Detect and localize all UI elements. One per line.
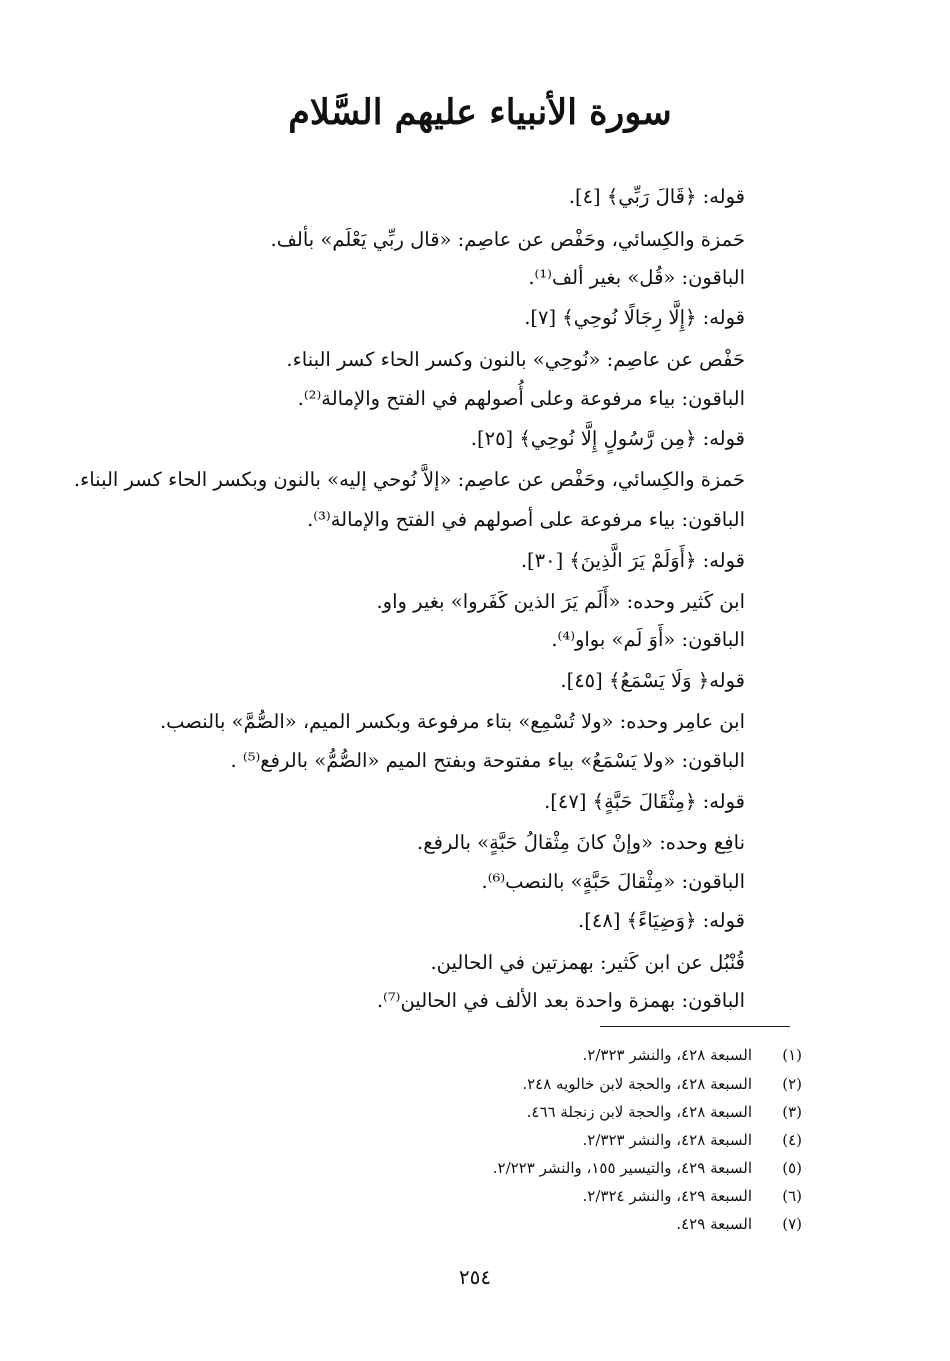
footnote-number: (٧): [782, 1215, 802, 1233]
text-line: قوله: ﴿إِلَّا رِجَالًا نُوحِي﴾ [٧].: [524, 306, 745, 329]
text-line: الباقون: «ولا يَسْمَعُ» بياء مفتوحة وبفتح الميم «الصُّمُّ» بالرفع⁽⁵⁾ .: [230, 749, 745, 772]
footnote: [527, 1099, 802, 1125]
footnote-text: السبعة ٤٢٨، والحجة لابن خالويه ٢٤٨.: [522, 1075, 752, 1093]
footnote: [493, 1155, 802, 1181]
footnote: [583, 1042, 802, 1068]
text-line: حَفْص عن عاصِم: «نُوحِي» بالنون وكسر الحاء كسر البناء.: [286, 348, 745, 371]
text-line: حَمزة والكِسائي، وحَفْص عن عاصِم: «قال ربِّي يَعْلَم» بألف.: [270, 228, 745, 251]
footnote-text: السبعة ٤٢٩، والتيسير ١٥٥، والنشر ٢/٢٢٣.: [492, 1159, 752, 1177]
text-line: الباقون: بهمزة واحدة بعد الألف في الحالين⁽⁷⁾.: [376, 989, 745, 1012]
footnote: [583, 1127, 802, 1153]
text-line: الباقون: «قُل» بغير ألف⁽¹⁾.: [528, 266, 745, 289]
text-line: الباقون: «أَوَ لَم» بواو⁽⁴⁾.: [551, 628, 745, 651]
footnote: [583, 1183, 802, 1209]
footnote-number: (٤): [782, 1131, 802, 1149]
text-line: الباقون: بياء مرفوعة وعلى أُصولهم في الفتح والإمالة⁽²⁾.: [297, 387, 745, 410]
page-number: ٢٥٤: [458, 1265, 492, 1289]
footnote-number: (٥): [782, 1159, 802, 1177]
footnote-number: (٦): [782, 1187, 802, 1205]
footnote-text: السبعة ٤٢٩، والنشر ٢/٣٢٤.: [582, 1187, 752, 1205]
page-title: سورة الأنبياء عليهم السَّلام: [288, 92, 672, 133]
footnote-text: السبعة ٤٢٨، والحجة لابن زنجلة ٤٦٦.: [526, 1103, 752, 1121]
text-line: قوله﴿ وَلَا يَسْمَعُ﴾ [٤٥].: [560, 669, 745, 692]
text-line: نافِع وحده: «وإنْ كانَ مِثْقالُ حَبَّةٍ» بالرفع.: [417, 831, 745, 854]
footnote-text: السبعة ٤٢٨، والنشر ٢/٣٢٣.: [582, 1131, 752, 1149]
footnote: [676, 1211, 802, 1237]
footnote-divider: [600, 1026, 790, 1027]
text-line: قوله: ﴿قَالَ رَبِّي﴾ [٤].: [568, 185, 745, 208]
text-line: قُنْبُل عن ابن كَثير: بهمزتين في الحالين.: [430, 951, 745, 974]
footnote-number: (٣): [782, 1103, 802, 1121]
text-line: الباقون: «مِثْقالَ حَبَّةٍ» بالنصب⁽⁶⁾.: [481, 870, 745, 893]
text-line: قوله: ﴿مِن رَّسُولٍ إِلَّا نُوحِي﴾ [٢٥].: [470, 427, 745, 450]
text-line: حَمزة والكِسائي، وحَفْص عن عاصِم: «إلاَّ نُوحي إليه» بالنون وبكسر الحاء كسر البناء.: [73, 468, 745, 491]
footnote-number: (١): [782, 1046, 802, 1064]
footnote: [522, 1071, 802, 1097]
text-line: قوله: ﴿مِثْقَالَ حَبَّةٍ﴾ [٤٧].: [544, 790, 745, 813]
text-line: قوله: ﴿أَوَلَمْ يَرَ الَّذِينَ﴾ [٣٠].: [520, 549, 745, 572]
footnote-text: السبعة ٤٢٨، والنشر ٢/٣٢٣.: [582, 1046, 752, 1064]
text-line: ابن عامِر وحده: «ولا تُسْمِع» بتاء مرفوعة وبكسر الميم، «الصُّمَّ» بالنصب.: [159, 710, 745, 733]
footnote-number: (٢): [782, 1075, 802, 1093]
text-line: ابن كَثير وحده: «أَلَم يَرَ الذين كَفَروا» بغير واو.: [376, 590, 745, 613]
text-line: الباقون: بياء مرفوعة على أصولهم في الفتح والإمالة⁽³⁾.: [307, 508, 745, 531]
footnote-text: السبعة ٤٢٩.: [676, 1215, 752, 1233]
text-line: قوله: ﴿وَضِيَاءً﴾ [٤٨].: [578, 909, 745, 932]
